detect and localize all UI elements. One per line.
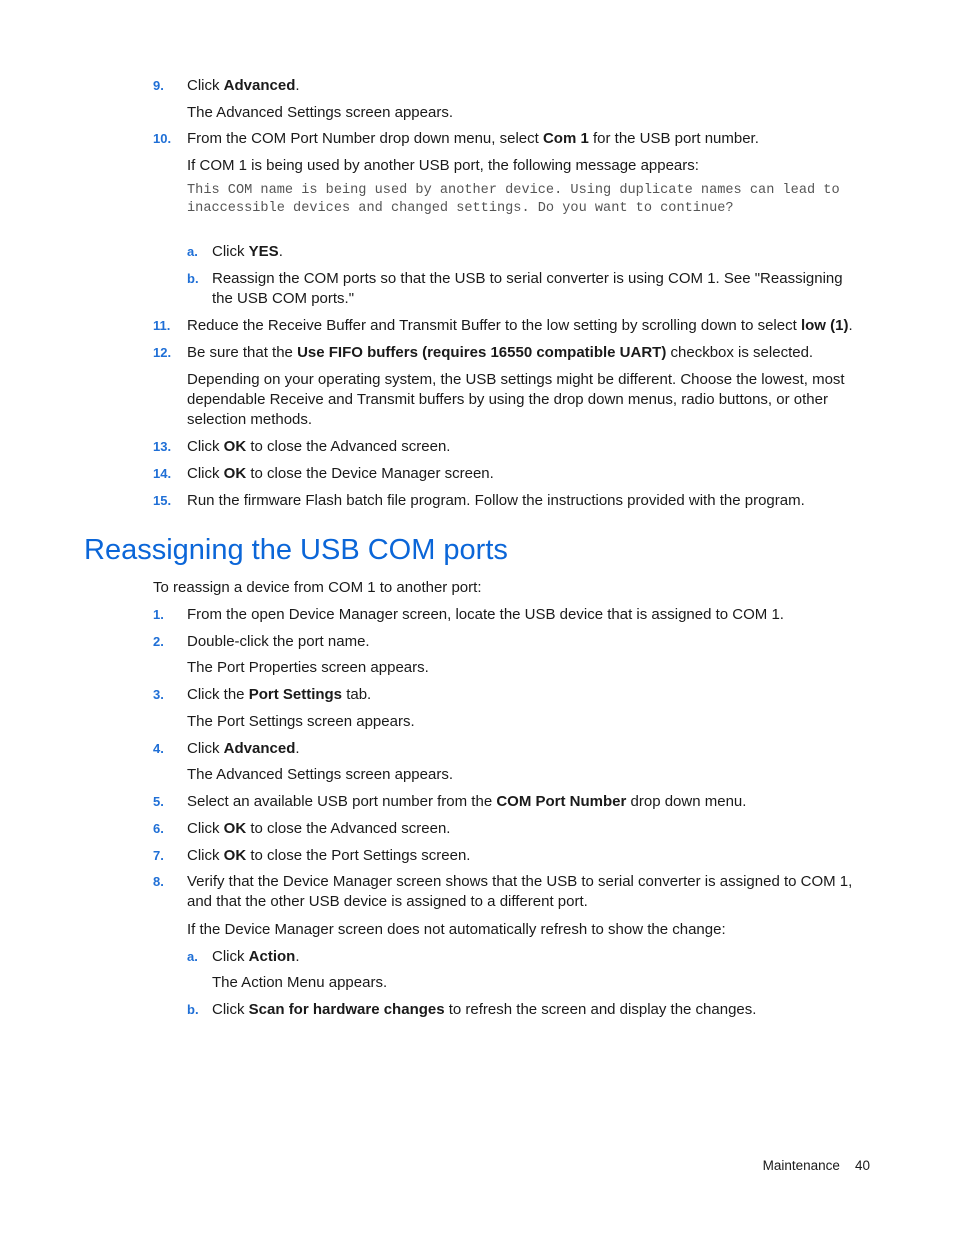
step-text: Verify that the Device Manager screen shows that the USB to serial converter is assigned to COM 1, and that the other USB device is assigned to a different port. [187,873,853,910]
step-text: Click YES. [212,243,283,260]
step-number: 13. [153,439,172,454]
step-number: 3. [153,687,164,702]
step-text: Select an available USB port number from the COM Port Number drop down menu. [187,793,747,810]
step-text: Click Action. [212,948,300,965]
step-number: 10. [153,131,172,146]
step-number: 1. [153,607,164,622]
step-text: Run the firmware Flash batch file program. Follow the instructions provided with the program. [187,492,805,509]
step-number: 2. [153,634,164,649]
step-number: 7. [153,848,164,863]
step-number: 15. [153,493,172,508]
step-number: 4. [153,741,164,756]
step-text: Click OK to close the Advanced screen. [187,438,451,455]
step-text: Click OK to close the Port Settings screen. [187,847,471,864]
section-heading: Reassigning the USB COM ports [84,534,508,566]
step-text: Reduce the Receive Buffer and Transmit Buffer to the low setting by scrolling down to select low (1). [187,317,853,334]
step-letter: a. [187,949,198,964]
step-text: From the open Device Manager screen, locate the USB device that is assigned to COM 1. [187,606,784,623]
step-text: Click OK to close the Advanced screen. [187,820,451,837]
page-footer [700,1158,870,1173]
page-number: 40 [854,1158,870,1173]
step-number: 12. [153,345,172,360]
step-text: Reassign the COM ports so that the USB to serial converter is using COM 1. See "Reassigning the USB COM ports." [212,270,843,307]
step-text: Click the Port Settings tab. [187,686,372,703]
step-letter: b. [187,271,199,286]
step-text: Be sure that the Use FIFO buffers (requires 16550 compatible UART) checkbox is selected. [187,344,814,361]
step-text: Click Advanced. [187,740,300,757]
step-number: 8. [153,874,164,889]
step-number: 14. [153,466,172,481]
footer-section: Maintenance [762,1158,840,1173]
step-text: From the COM Port Number drop down menu, select Com 1 for the USB port number. [187,130,759,147]
step-number: 11. [153,318,171,333]
step-number: 6. [153,821,164,836]
step-number: 5. [153,794,164,809]
step-letter: b. [187,1002,199,1017]
step-text: Click OK to close the Device Manager screen. [187,465,494,482]
step-text: Double-click the port name. [187,633,370,650]
step-letter: a. [187,244,198,259]
step-number: 9. [153,78,164,93]
step-text: Click Scan for hardware changes to refresh the screen and display the changes. [212,1001,757,1018]
step-text: Click Advanced. [187,77,300,94]
